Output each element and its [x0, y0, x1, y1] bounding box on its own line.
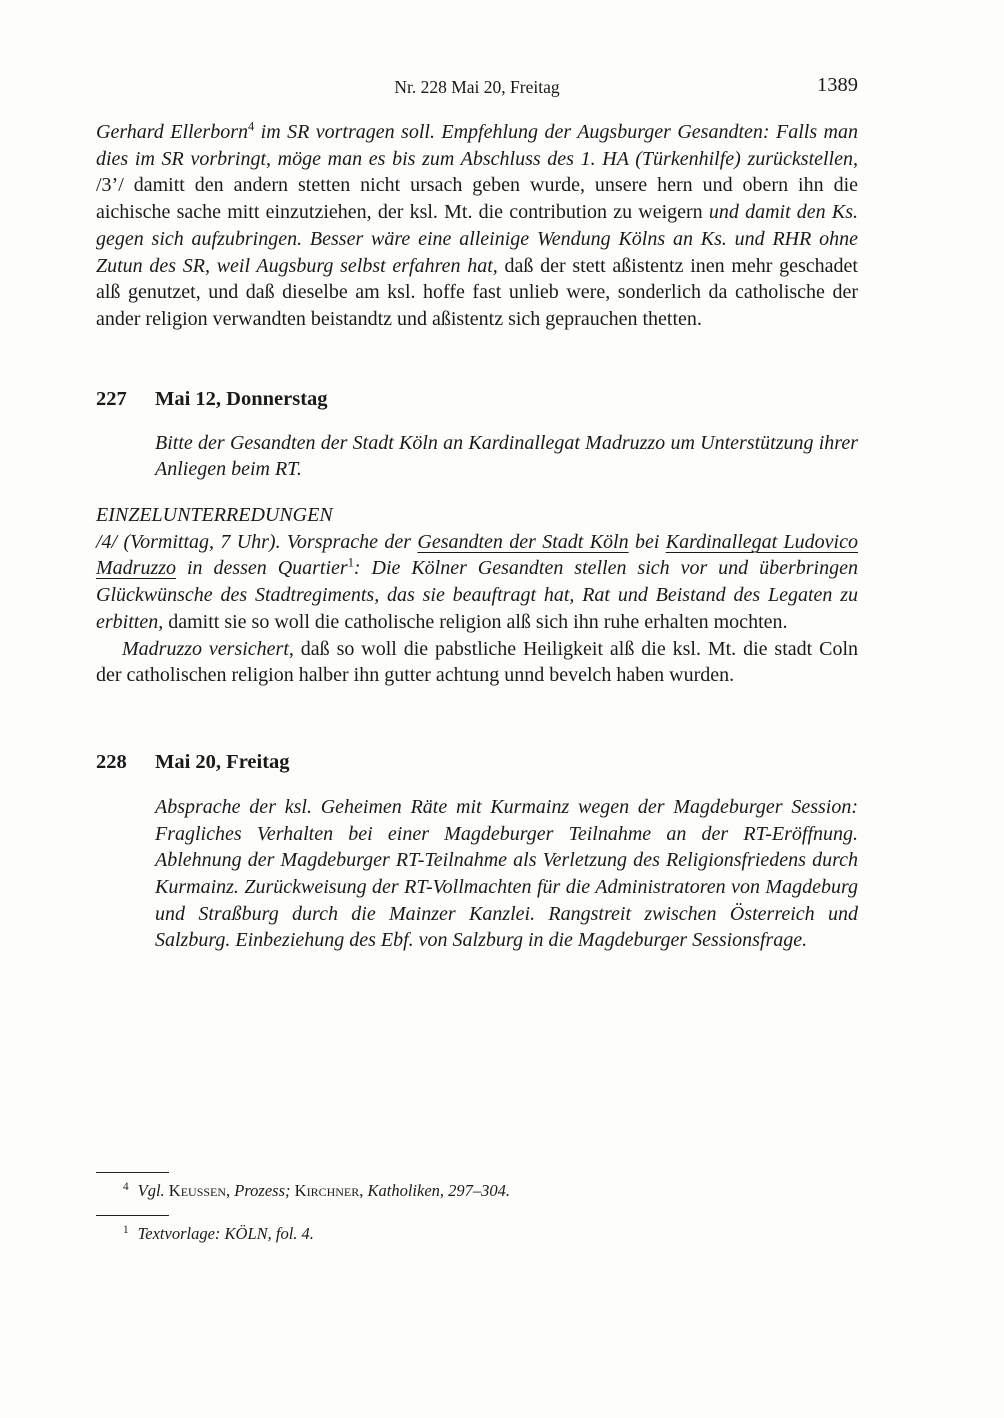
record-228-summary: Absprache der ksl. Geheimen Räte mit Kurmainz wegen der Magdeburger Session: Fragliches Verhalten bei einer Magdeburger Teilnahme an der RT-Eröffnung. Ablehnung der Magdeburger RT-Teilnahme als Verletzung des Religionsfriedens durch Kurmainz. Zurückweisung der RT-Vollmachten für die Administratoren von Magdeburg und Straßburg durch die Mainzer Kanzlei. Rangstreit zwischen Österreich und Salzburg. Einbeziehung des Ebf. von Salzburg in die Magdeburger Sessionsfrage. — [155, 795, 858, 952]
record-227-heading — [96, 386, 858, 413]
record-227 — [96, 386, 858, 689]
footnote-1-body: Textvorlage: KÖLN, fol. 4. — [137, 1224, 314, 1243]
footnote-4-marker: 4 — [123, 1180, 129, 1193]
page-number: 1389 — [817, 74, 858, 96]
footnote-4-text — [96, 1180, 858, 1202]
footnote-rule — [96, 1215, 169, 1216]
record-228-number: 228 — [96, 750, 127, 773]
record-227-body — [96, 502, 858, 689]
running-header — [96, 74, 858, 100]
footnotes-area — [96, 1172, 858, 1245]
footnote-1-marker: 1 — [123, 1223, 129, 1236]
record-227-date: Mai 12, Donnerstag — [155, 387, 328, 410]
record-228-date: Mai 20, Freitag — [155, 750, 290, 773]
record-227-subheading: EINZELUNTERREDUNGEN — [96, 504, 333, 527]
record-226-continuation-paragraph: Gerhard Ellerborn$^4$ im SR vortragen soll. Empfehlung der Augsburger Gesandten: Falls man dies im SR vorbringt, möge man es bis zum Abschluss des 1. HA (Türkenhilfe) zurückstellen, /3’/ damitt den andern stetten nicht ursach geben wurde, unsere hern und obern ihn die aichische sache mitt einzutziehen, der ksl. Mt. die contribution zu weigern und damit den Ks. gegen sich aufzubringen. Besser wäre eine alleinige Wendung Kölns an Ks. und RHR ohne Zutun des SR, weil Augsburg selbst erfahren hat, daß der stett aßistentz inen mehr geschadet alß genutzet, und daß dieselbe am ksl. hoffe fast unlieb were, sonderlich da catholische der ander religion verwandten beistandtz und aßistentz sich geprauchen thetten. — [96, 119, 858, 330]
record-228-heading — [96, 749, 858, 776]
footnote-1 — [96, 1215, 858, 1245]
record-227-reply-paragraph: Madruzzo versichert, daß so woll die pabstliche Heiligkeit alß die ksl. Mt. die stadt Coln der catholischen religion halber ihn gutter achtung unnd bevelch haben wurden. — [96, 637, 858, 687]
running-title: Nr. 228 Mai 20, Freitag — [394, 77, 560, 97]
record-227-audience-paragraph: /4/ (Vormittag, 7 Uhr). Vorsprache der Gesandten der Stadt Köln bei Kardinallegat Ludovico Madruzzo in dessen Quartier$^1$: Die Kölner Gesandten stellen sich vor und überbringen Glückwünsche des Stadtregiments, das sie beauftragt hat, Rat und Beistand des Legaten zu erbitten, damitt sie so woll die catholische religion alß sich ihn ruhe erhalten mochten. — [96, 530, 858, 633]
footnote-rule — [96, 1172, 169, 1173]
footnote-1-text — [96, 1223, 858, 1245]
record-227-number: 227 — [96, 387, 127, 410]
record-227-summary: Bitte der Gesandten der Stadt Köln an Kardinallegat Madruzzo um Unterstützung ihrer Anliegen beim RT. — [155, 431, 858, 481]
footnote-4-body: Vgl. Keussen, Prozess; Kirchner, Katholiken, 297–304. — [137, 1181, 511, 1200]
footnote-4 — [96, 1172, 858, 1202]
record-228 — [96, 749, 858, 954]
